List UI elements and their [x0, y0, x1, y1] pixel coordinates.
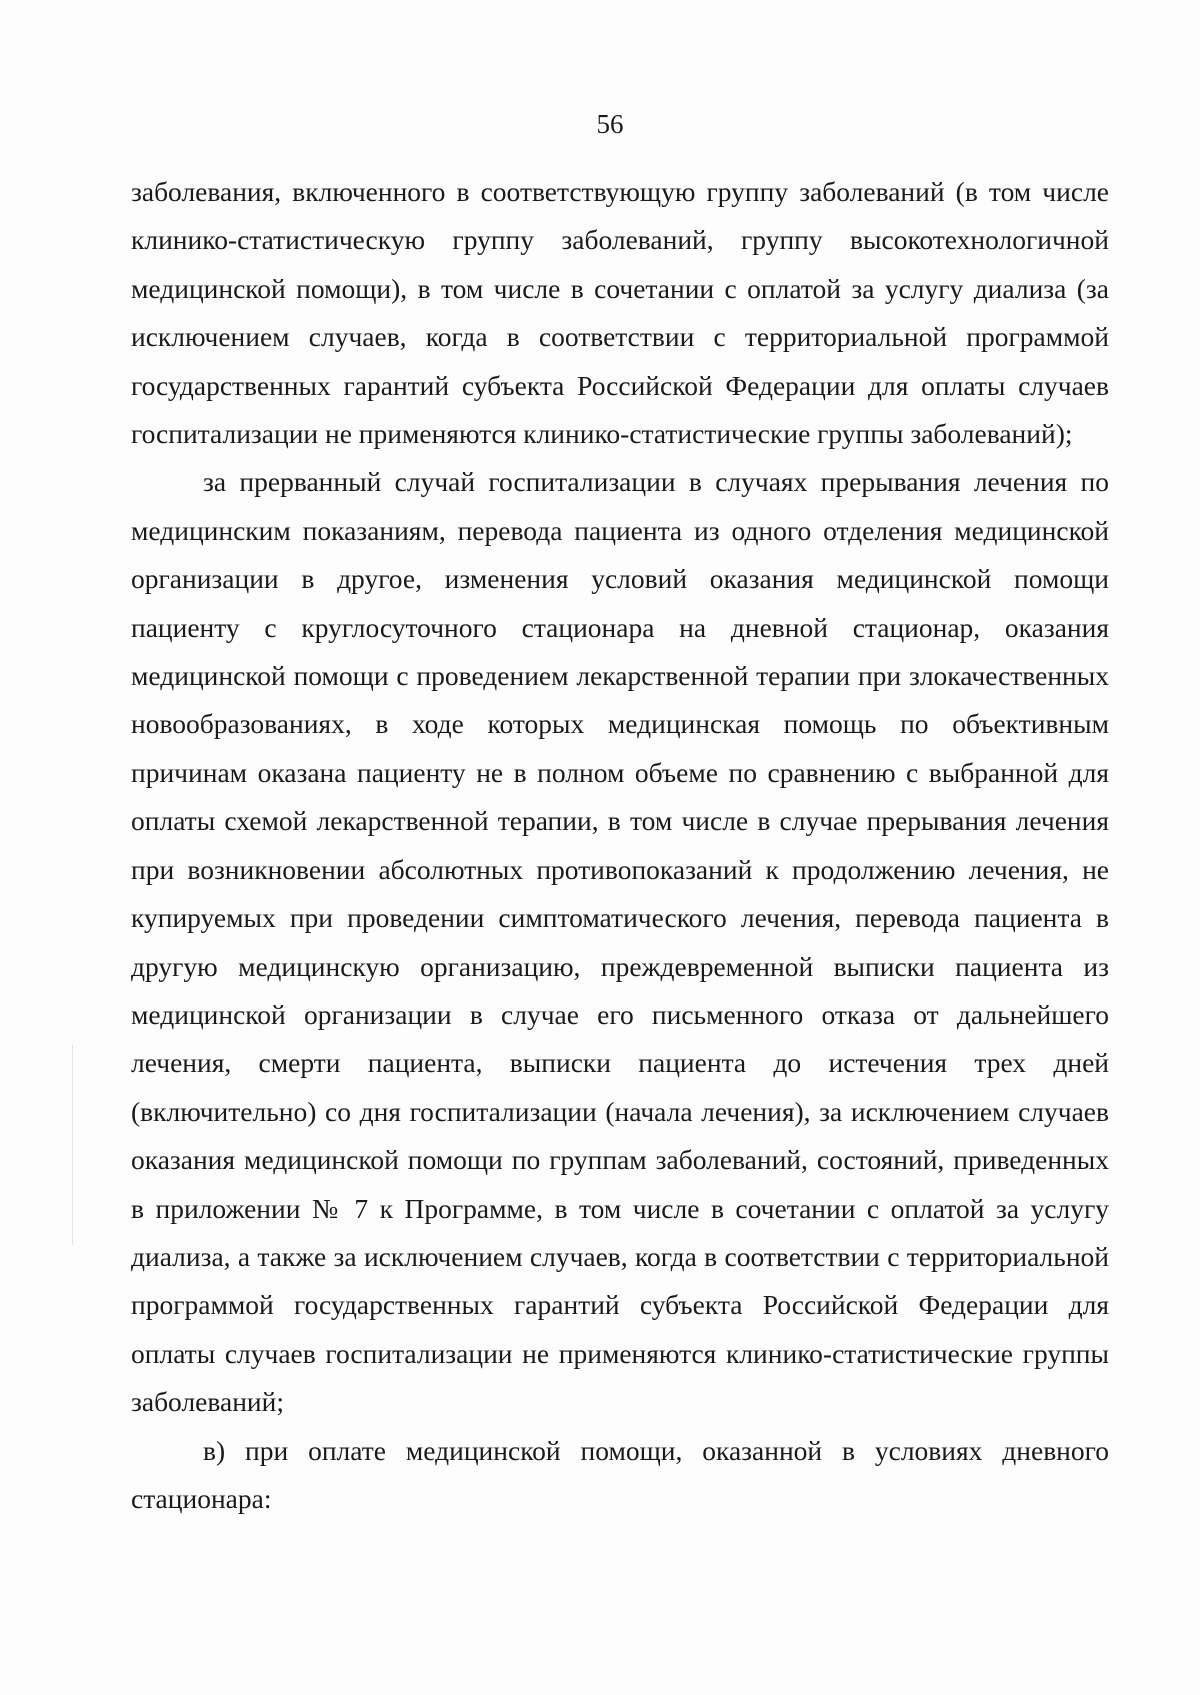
paragraph-day-hospital: в) при оплате медицинской помощи, оказанной в условиях дневного стационара: — [131, 1434, 1109, 1514]
document-body — [131, 168, 1109, 1523]
paragraph-interrupted-case: за прерванный случай госпитализации в случаях прерывания лечения по медицинским показаниям, перевода пациента из одного отделения медицинской организации в другое, изменения условий оказания медицинской помощи пациенту с круглосуточного стационара на дневной стационар, оказания медицинской помощи с проведением лекарственной терапии при злокачественных новообразованиях, в ходе которых медицинская помощь по объективным причинам оказана пациенту не в полном объеме по сравнению с выбранной для оплаты схемой лекарственной терапии, в том числе в случае прерывания лечения при возникновении абсолютных противопоказаний к продолжению лечения, не купируемых при проведении симптоматического лечения, перевода пациента в другую медицинскую организацию, преждевременной выписки пациента из медицинской организации в случае его письменного отказа от дальнейшего лечения, смерти пациента, выписки пациента до истечения трех дней (включительно) со дня госпитализации (начала лечения), за исключением случаев оказания медицинской помощи по группам заболеваний, состояний, приведенных в приложении № 7 к Программе, в том числе в сочетании с оплатой за услугу диализа, а также за исключением случаев, когда в соответствии с территориальной программой государственных гарантий субъекта Российской Федерации для оплаты случаев госпитализации не применяются клинико-статистические группы заболеваний; — [131, 466, 1109, 1418]
page-number: 56 — [596, 109, 624, 139]
paragraph-continuation: заболевания, включенного в соответствующую группу заболеваний (в том числе клинико-статистическую группу заболеваний, группу высокотехнологичной медицинской помощи), в том числе в сочетании с оплатой за услугу диализа (за исключением случаев, когда в соответствии с территориальной программой государственных гарантий субъекта Российской Федерации для оплаты случаев госпитализации не применяются клинико-статистические группы заболеваний); — [131, 176, 1109, 450]
scan-margin-line — [72, 1045, 73, 1245]
